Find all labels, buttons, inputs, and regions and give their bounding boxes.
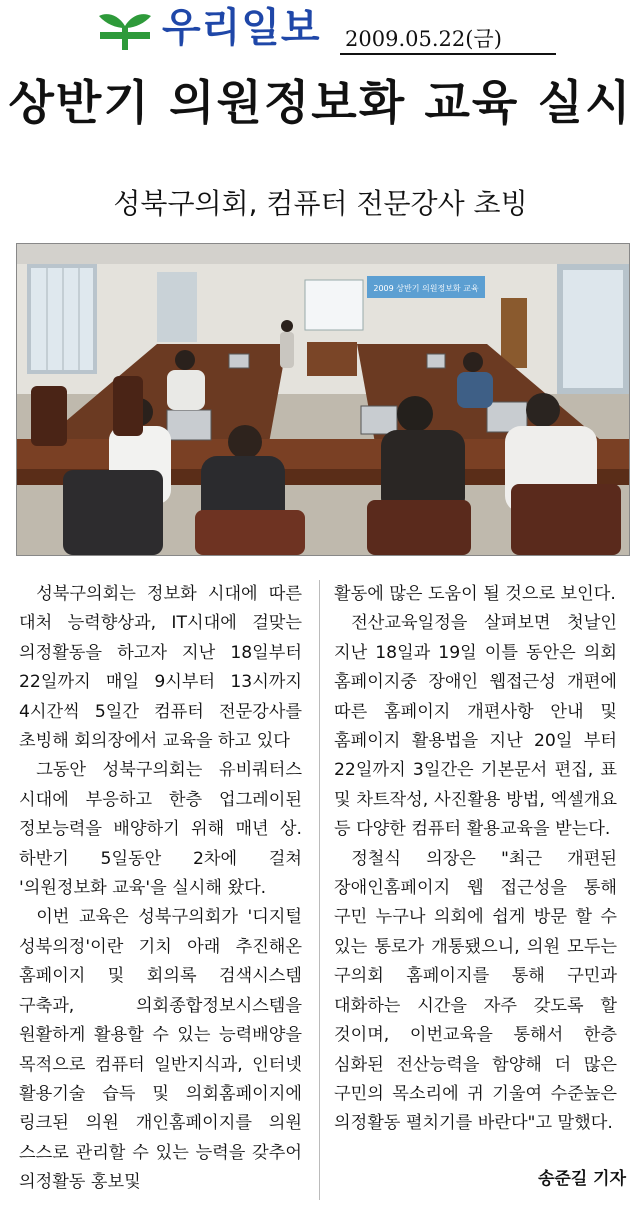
article-column-right: [334, 580, 617, 1139]
body-paragraph: 성북구의회는 정보화 시대에 따른 대처 능력향상과, IT시대에 걸맞는 의정활동을 하고자 지난 18일부터 22일까지 매일 9시부터 13시까지 4시간씩 5일간 컴퓨터 전문강사를 초빙해 회의장에서 교육을 하고 있다: [19, 584, 302, 752]
body-paragraph: 정철식 의장은 "최근 개편된 장애인홈페이지 웹 접근성을 통해 구민 누구나 의회에 쉽게 방문 할 수 있는 통로가 개통됐으니, 의원 모두는 구의회 홈페이지를 통해 구민과 대화하는 시간을 자주 갖도록 할 것이며, 이번교육을 통해서 한층 심화된 전산능력을 함양해 더 많은 구민의 목소리에 귀 기울여 수준높은 의정활동 펼치기를 바란다"고 말했다.: [334, 848, 617, 1134]
body-paragraph-continuation: 활동에 많은 도움이 될 것으로 보인다.: [334, 584, 616, 604]
headline: 상반기 의원정보화 교육 실시: [8, 76, 633, 131]
sprout-icon: [96, 6, 154, 52]
column-divider: [319, 580, 320, 1200]
slide-title: 2009 상반기 의원정보화 교육: [373, 284, 479, 293]
body-paragraph: 이번 교육은 성북구의회가 '디지털 성북의정'이란 기치 아래 추진해온 홈페이지 및 회의록 검색시스템 구축과, 의회종합정보시스템을 원활하게 활용할 수 있는 능력배양을 목적으로 컴퓨터 일반지식과, 인터넷 활용기술 습득 및 의회홈페이지에 링크된 의원 개인홈페이지를 의원 스스로 관리할 수 있는 능력을 갖추어 의정활동 홍보및: [19, 907, 302, 1193]
date-underline: [340, 53, 556, 55]
article-column-left: [19, 580, 302, 1198]
newspaper-name: 우리일보: [162, 5, 321, 51]
article-photo: [16, 243, 630, 556]
body-paragraph: 그동안 성북구의회는 유비쿼터스 시대에 부응하고 한층 업그레이된 정보능력을 배양하기 위해 매년 상.하반기 5일동안 2차에 걸쳐 '의원정보화 교육'을 실시해 왔다.: [19, 760, 302, 899]
reporter-byline: 송준길 기자: [537, 1169, 626, 1189]
masthead: [0, 0, 641, 62]
subheadline: 성북구의회, 컴퓨터 전문강사 초빙: [113, 187, 528, 220]
body-paragraph: 전산교육일정을 살펴보면 첫날인 지난 18일과 19일 이틀 동안은 의회 홈페이지중 장애인 웹접근성 개편에 따른 홈페이지 개편사항 안내 및 홈페이지 활용법을 지난 20일 부터 22일까지 3일간은 기본문서 편집, 표 및 차트작성, 사진활용 방법, 엑셀개요 등 다양한 컴퓨터 활용교육을 받는다.: [334, 613, 617, 840]
publication-date: 2009.05.22(금): [345, 27, 502, 51]
